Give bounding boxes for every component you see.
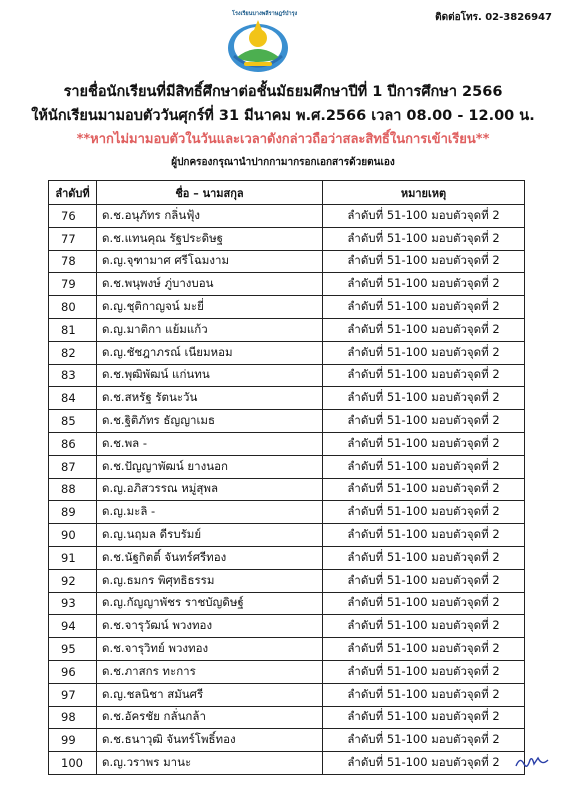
table-row (49, 752, 525, 775)
row-number: 92 (49, 569, 97, 592)
student-name: ด.ช.พุฒิพัฒน์ แก่นทน (97, 364, 323, 387)
student-name: ด.ญ.จุฑามาศ ศรีโฉมงาม (97, 250, 323, 273)
header-name: ชื่อ – นามสกุล (97, 181, 323, 205)
student-name: ด.ช.พล - (97, 432, 323, 455)
table-row (49, 706, 525, 729)
warning-text: **หากไม่มามอบตัวในวันและเวลาดังกล่าวถือว่าสละสิทธิ์ในการเข้าเรียน** (76, 132, 490, 147)
student-name: ด.ช.แทนคุณ รัฐประดิษฐ (97, 227, 323, 250)
row-number: 93 (49, 592, 97, 615)
row-remark: ลำดับที่ 51-100 มอบตัวจุดที่ 2 (323, 318, 525, 341)
row-remark: ลำดับที่ 51-100 มอบตัวจุดที่ 2 (323, 455, 525, 478)
row-number: 83 (49, 364, 97, 387)
page-subtitle: ให้นักเรียนมามอบตัววันศุกร์ที่ 31 มีนาคม พ.ศ.2566 เวลา 08.00 - 12.00 น. (31, 108, 535, 124)
table-row (49, 410, 525, 433)
table-row (49, 729, 525, 752)
row-number: 79 (49, 273, 97, 296)
table-row (49, 660, 525, 683)
row-number: 85 (49, 410, 97, 433)
student-name: ด.ช.ปัญญาพัฒน์ ยางนอก (97, 455, 323, 478)
row-remark: ลำดับที่ 51-100 มอบตัวจุดที่ 2 (323, 615, 525, 638)
row-number: 99 (49, 729, 97, 752)
table-row (49, 683, 525, 706)
table-row (49, 592, 525, 615)
parent-note: ผู้ปกครองกรุณานำปากกามากรอกเอกสารด้วยตนเอง (171, 157, 395, 168)
table-row (49, 501, 525, 524)
student-name: ด.ช.อนุภัทร กลิ่นฟุ้ง (97, 205, 323, 228)
row-number: 95 (49, 638, 97, 661)
table-row (49, 615, 525, 638)
table-row (49, 569, 525, 592)
student-name: ด.ช.สหรัฐ รัตนะวัน (97, 387, 323, 410)
table-row (49, 205, 525, 228)
student-name: ด.ญ.อภิสวรรณ หมู่สุพล (97, 478, 323, 501)
student-name: ด.ช.อัครชัย กลั่นกล้า (97, 706, 323, 729)
row-number: 97 (49, 683, 97, 706)
row-number: 89 (49, 501, 97, 524)
student-name: ด.ช.พนุพงษ์ ภู่บางบอน (97, 273, 323, 296)
contact-phone: ติดต่อโทร. 02-3826947 (435, 12, 552, 23)
table-row (49, 341, 525, 364)
row-number: 82 (49, 341, 97, 364)
row-remark: ลำดับที่ 51-100 มอบตัวจุดที่ 2 (323, 273, 525, 296)
row-remark: ลำดับที่ 51-100 มอบตัวจุดที่ 2 (323, 364, 525, 387)
header-remark: หมายเหตุ (323, 181, 525, 205)
student-name: ด.ญ.มะลิ - (97, 501, 323, 524)
header-number: ลำดับที่ (49, 181, 97, 205)
row-remark: ลำดับที่ 51-100 มอบตัวจุดที่ 2 (323, 501, 525, 524)
table-row (49, 546, 525, 569)
student-name: ด.ช.จารุวิทย์ พวงทอง (97, 638, 323, 661)
student-name: ด.ญ.กัญญาพัชร ราชบัญดิษฐ์ (97, 592, 323, 615)
row-number: 81 (49, 318, 97, 341)
table-row (49, 318, 525, 341)
row-remark: ลำดับที่ 51-100 มอบตัวจุดที่ 2 (323, 432, 525, 455)
row-number: 80 (49, 296, 97, 319)
table-row (49, 638, 525, 661)
row-number: 76 (49, 205, 97, 228)
table-row (49, 364, 525, 387)
student-name: ด.ช.ภาสกร ทะการ (97, 660, 323, 683)
row-remark: ลำดับที่ 51-100 มอบตัวจุดที่ 2 (323, 752, 525, 775)
table-row (49, 227, 525, 250)
student-name: ด.ช.นัฐกิตติ์ จันทร์ศรีทอง (97, 546, 323, 569)
row-remark: ลำดับที่ 51-100 มอบตัวจุดที่ 2 (323, 205, 525, 228)
table-row (49, 478, 525, 501)
student-name: ด.ญ.นฤมล ดีรบรัมย์ (97, 524, 323, 547)
row-remark: ลำดับที่ 51-100 มอบตัวจุดที่ 2 (323, 660, 525, 683)
row-number: 77 (49, 227, 97, 250)
row-number: 91 (49, 546, 97, 569)
row-number: 96 (49, 660, 97, 683)
student-name: ด.ญ.ชัชฎาภรณ์ เนียมหอม (97, 341, 323, 364)
row-number: 94 (49, 615, 97, 638)
student-name: ด.ช.ธนาวุฒิ จันทร์โพธิ์ทอง (97, 729, 323, 752)
table-row (49, 387, 525, 410)
row-number: 90 (49, 524, 97, 547)
row-number: 100 (49, 752, 97, 775)
row-remark: ลำดับที่ 51-100 มอบตัวจุดที่ 2 (323, 341, 525, 364)
school-name: โรงเรียนบางพลีราษฎร์บำรุง (232, 11, 298, 17)
row-remark: ลำดับที่ 51-100 มอบตัวจุดที่ 2 (323, 683, 525, 706)
row-remark: ลำดับที่ 51-100 มอบตัวจุดที่ 2 (323, 546, 525, 569)
row-number: 86 (49, 432, 97, 455)
row-remark: ลำดับที่ 51-100 มอบตัวจุดที่ 2 (323, 592, 525, 615)
page-title: รายชื่อนักเรียนที่มีสิทธิ์ศึกษาต่อชั้นมัธยมศึกษาปีที่ 1 ปีการศึกษา 2566 (63, 84, 503, 100)
student-name: ด.ช.จารุวัฒน์ พวงทอง (97, 615, 323, 638)
row-number: 87 (49, 455, 97, 478)
row-remark: ลำดับที่ 51-100 มอบตัวจุดที่ 2 (323, 250, 525, 273)
row-remark: ลำดับที่ 51-100 มอบตัวจุดที่ 2 (323, 296, 525, 319)
row-number: 84 (49, 387, 97, 410)
table-row (49, 524, 525, 547)
row-remark: ลำดับที่ 51-100 มอบตัวจุดที่ 2 (323, 227, 525, 250)
row-remark: ลำดับที่ 51-100 มอบตัวจุดที่ 2 (323, 387, 525, 410)
signature (514, 752, 550, 772)
student-table (48, 180, 525, 775)
table-row (49, 273, 525, 296)
row-remark: ลำดับที่ 51-100 มอบตัวจุดที่ 2 (323, 410, 525, 433)
table-header-row (49, 181, 525, 205)
row-remark: ลำดับที่ 51-100 มอบตัวจุดที่ 2 (323, 569, 525, 592)
table-row (49, 250, 525, 273)
row-remark: ลำดับที่ 51-100 มอบตัวจุดที่ 2 (323, 729, 525, 752)
student-name: ด.ญ.วราพร มานะ (97, 752, 323, 775)
table-row (49, 296, 525, 319)
student-name: ด.ช.ฐิติภัทร ธัญญาเมธ (97, 410, 323, 433)
row-remark: ลำดับที่ 51-100 มอบตัวจุดที่ 2 (323, 524, 525, 547)
row-remark: ลำดับที่ 51-100 มอบตัวจุดที่ 2 (323, 478, 525, 501)
row-number: 88 (49, 478, 97, 501)
row-remark: ลำดับที่ 51-100 มอบตัวจุดที่ 2 (323, 706, 525, 729)
row-remark: ลำดับที่ 51-100 มอบตัวจุดที่ 2 (323, 638, 525, 661)
row-number: 98 (49, 706, 97, 729)
table-row (49, 455, 525, 478)
table-row (49, 432, 525, 455)
row-number: 78 (49, 250, 97, 273)
student-name: ด.ญ.มาติกา แย้มแก้ว (97, 318, 323, 341)
student-name: ด.ญ.ธมกร พิศุทธิธรรม (97, 569, 323, 592)
student-name: ด.ญ.ชุติกาญจน์ มะยี่ (97, 296, 323, 319)
student-name: ด.ญ.ชลนิชา สมันศรี (97, 683, 323, 706)
